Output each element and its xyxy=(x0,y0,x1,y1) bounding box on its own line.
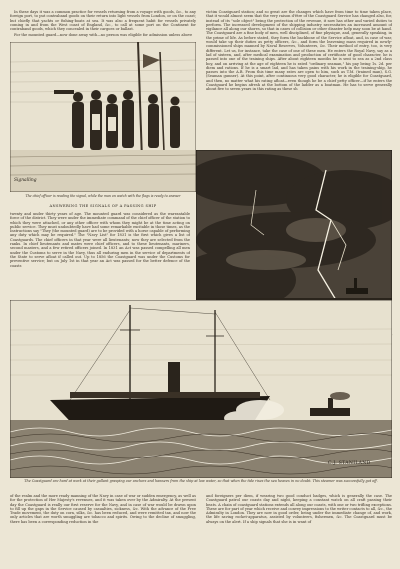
article-bottom-right: and foreigners per diem, if wearing two good conduct badges, which is generally the case. The Coastguard patrol our coasts day and night, keeping a constant watch on all craft passing their beats. A chain of coastguard stations extends all along our coasts, with one or two trifling exceptions. These are for part of year which receive and convey impressions to the writer contacts to all, &c., the Admiralty in London. They are now in good order, being under the immediate change of, and work, the life saving rocket-apparatus, assisted by volunteers, fishermen, &c. The Coastguard must be always on the alert. If a ship signals that she is in want of xyxy=(206,494,392,524)
signalling-label: Signalling xyxy=(14,178,37,183)
article-right-column: victim Coastguard station; and so great are the changes which have from time to time taken place, that it would almost seem that the very raison d'être of the Coastguard Service has changed also, for, instead of its "sole object" being the protection of the revenue, it now has other and varied duties to perform. The increased development of the shipping industry necessitates an increased amount of vigilance all along our shores, so that in cases of collision or other disaster help may soon be at hand. The Coastguard are a fine body of men, well disciplined, of fine physique, and, generally speaking, in the prime of life. As before stated, they form the backbone of the Service afloat, and, in case of war, would take up their duties as petty officers, &c., and form the leavening mass required in newly-commissioned ships manned by Naval Reserves, Volunteers, &c. Their method of entry, too, is very different. Let us, for instance, take the case of one of these men. He enters the Royal Navy, say as a lad of sixteen, and, after medical examination and production of certificate of good character, he is passed into one of the training ships. After about eighteen months he is sent to sea as a 2nd class boy, and on arriving at the age of eighteen he is rated "ordinary seaman," his pay being 1s. 2d. per diem and rations. If he is a smart lad, and has taken pains with his work in the training-ship, he passes into the A.B. From this time many rates are open to him, such as T.M. (trained man), S.G. (Seaman gunner). At this point, after continuous very good character, he is eligible for Coastguard, and then, no matter what his rating afloat—even though he be a chief petty officer—if he enters the Coastguard he begins afresh at the bottom of the ladder as a boatman. He has to serve generally about five to seven years in this rating as these sh xyxy=(206,10,392,92)
towing-signature: C.J. STANILAND xyxy=(328,461,371,466)
signalling-illustration xyxy=(10,42,196,192)
towing-caption: The Coastguard are hard at work at their gallant grasping our anchors and hawsers from the ship at low water, so that when the tide rises the sea heaves in no doubt. This steamer was successfully got off. xyxy=(24,479,378,483)
article-left-column: twenty and under thirty years of age. The mounted guard was considered as the warrantable force of the district. They were under the immediate command of the chief officer of the station to which they were attached, or any other officer with whom they might be at the time acting on public service. They must undoubtedly have had some remarkable excitable in those times, as the Instructions say "They (the mounted guard) are to be provided with a horse capable of performing any duty which may be required." The "Navy List" for 1831 is the first which gives a list of Coastguards. The chief officers in that year were all lieutenants; now they are selected from the ranks. In chief lieutenants and mates were chief officers, and to these lieutenants, mariners, second masters, and a few retired officers joined. In 1831 an Act was passed compelling all men under the Customs to serve in the Navy, thus all enduring men in the service of departments of the State to serve afloat if called out. Up to 1856 the Coastguard was under the Customs for preventive service; but on July 1st in that year an Act was passed for the better defence of the coasts xyxy=(10,212,190,268)
article-intro: In these days it was a common practice for vessels returning from a voyage with goods, &c., to any foreign port, to put contraband goods on their return into light vessels from London, or on the coast; but chiefly that yachts or fishing-boats at sea. It was also a frequent habit for vessels privately coming in and from the West coast of England, &c., to call at some port on the Continent for contraband goods, which they concealed in their cargoes or ballast. For the mounted guard—now done away with—no person was eligible for admission unless above xyxy=(10,10,196,37)
article-bottom-left: of the realm and the more ready manning of the Navy in case of war or sudden emergency, as well as for the protection of Her Majesty's revenues, and it was taken over by the Admiralty. At the present day the Coastguard is really our first reserve for the Navy, and in case of war would be drawn upon to fill up the gaps in the Service caused by casualties, sickness, &c. With the advance of the Free Trade movement, the duty on corn, silks, &c. has been reduced, and were remitted tax, and now the only articles that are worth smuggling are tobacco and spirits. Owing to the decline of smuggling, there has been a corresponding reduction in the xyxy=(10,494,196,524)
signalling-title: ANSWERING THE SIGNALS OF A PASSING SHIP xyxy=(49,204,157,208)
signalling-caption: The chief officer is reading the signal, while the man on watch with the flags is ready to answer xyxy=(25,194,181,198)
towing-illustration xyxy=(10,300,392,478)
